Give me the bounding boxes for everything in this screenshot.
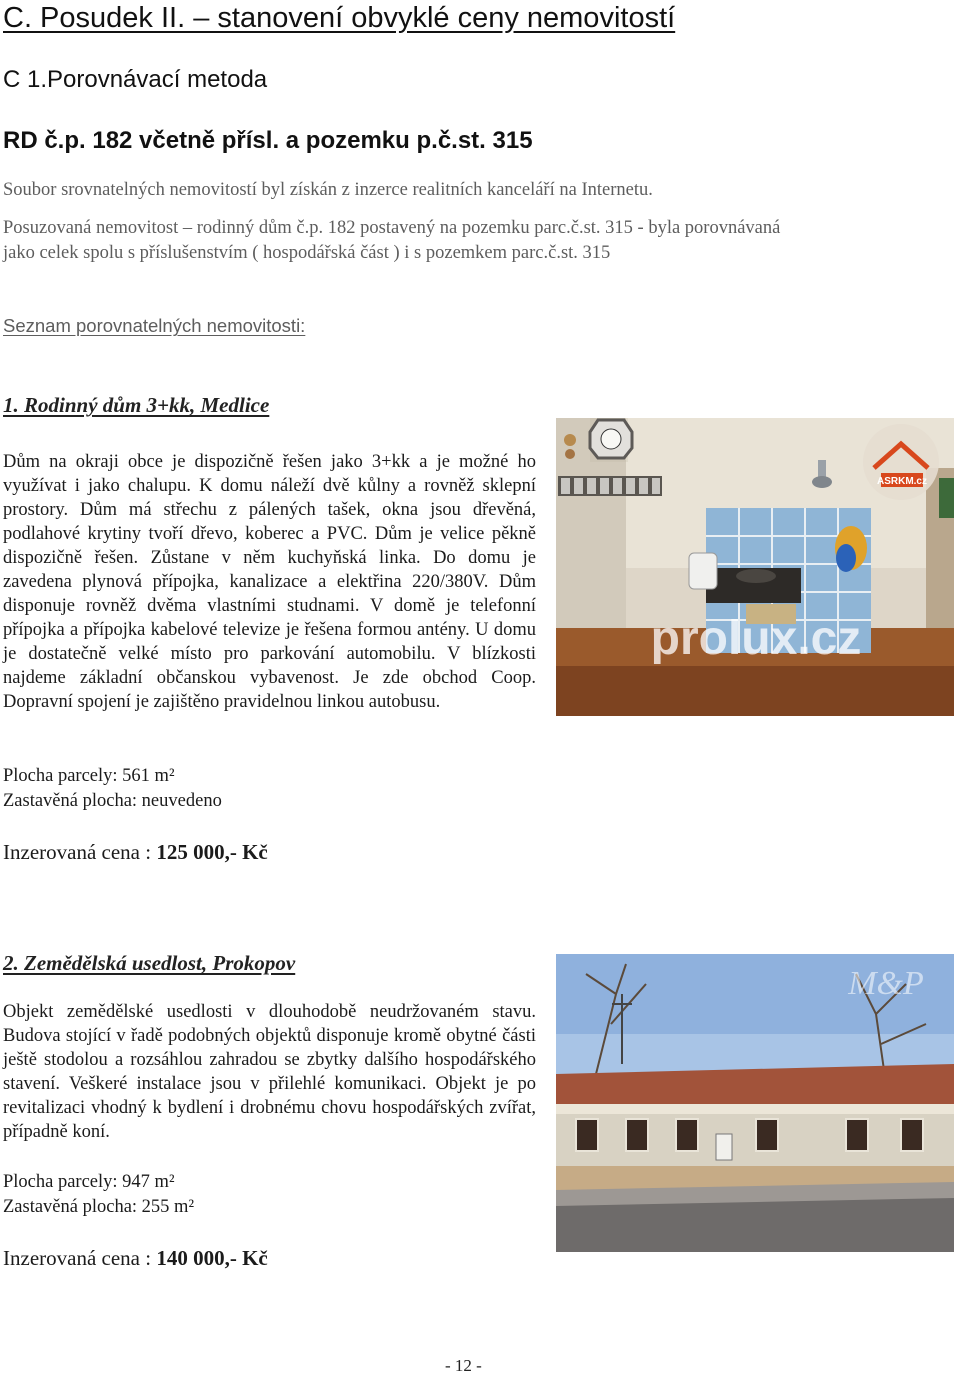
item-1-description: Dům na okraji obce je dispozičně řešen jako 3+kk a je možné ho využívat i jako chalupu. K domu náleží dvě kůlny a rovněž sklepní prostory. Dům má střechu z pálených tašek, okna jsou dřevěná, podlahové krytiny tvoří dřevo, koberec a PVC. Dům je velice pěkně dispozičně řešen. Zůstane v něm kuchyňská linka. Do domu je zavedena plynová přípojka, kanalizace a elektřina 220/380V. Dům disponuje rovněž dvěma vlastními studnami. V domě je telefonní přípojka a přípojka kabelové televize je řešena formou antény. U domu je dostatečně velké místo pro parkování automobilu. V blízkosti najdeme základní občanskou vybavenost. Je zde obchod Coop. Dopravní spojení je zajištěno pravidelnou linkou autobusu. — [3, 452, 536, 712]
method-title: C 1.Porovnávací metoda — [3, 66, 268, 93]
item-1-price — [3, 840, 268, 865]
item-2-built: Zastavěná plocha: 255 m² — [3, 1197, 194, 1217]
item-2-photo — [556, 954, 954, 1252]
subject-title: RD č.p. 182 včetně přísl. a pozemku p.č.st. 315 — [3, 127, 533, 154]
item-1-price-value: 125 000,- Kč — [156, 840, 268, 864]
intro-line-3: jako celek spolu s příslušenstvím ( hospodářská část ) i s pozemkem parc.č.st. 315 — [3, 243, 611, 263]
item-1-title: 1. Rodinný dům 3+kk, Medlice — [3, 393, 270, 417]
intro-line-1: Soubor srovnatelných nemovitostí byl získán z inzerce realitních kanceláří na Internetu. — [3, 180, 653, 200]
page-heading: C. Posudek II. – stanovení obvyklé ceny nemovitostí — [3, 2, 676, 34]
item-1-built: Zastavěná plocha: neuvedeno — [3, 791, 222, 811]
item-2-price — [3, 1246, 268, 1271]
photo-logo-text: ASRKM.cz — [876, 476, 928, 487]
photo-watermark: prolux.cz — [650, 612, 862, 665]
item-2-plot: Plocha parcely: 947 m² — [3, 1172, 175, 1192]
item-2-description: Objekt zemědělské usedlosti v dlouhodobě neudržovaném stavu. Budova stojící v řadě podobných objektů disponuje kromě obytné části ještě stodolou a rozsáhlou zahradou se zbytky dalšího hospodářského stavení. Veškeré instalace jsou v přilehlé komunikaci. Objekt je po revitalizaci vhodný k bydlení i drobnému chovu hospodářských zvířat, případně koní. — [3, 1002, 536, 1142]
item-2-price-label: Inzerovaná cena : — [3, 1246, 157, 1270]
item-1-plot: Plocha parcely: 561 m² — [3, 766, 175, 786]
item-1-photo — [556, 418, 954, 716]
list-title: Seznam porovnatelných nemovitosti: — [3, 315, 306, 336]
item-2-title: 2. Zemědělská usedlost, Prokopov — [3, 951, 296, 975]
intro-line-2: Posuzovaná nemovitost – rodinný dům č.p. 182 postavený na pozemku parc.č.st. 315 - byla porovnávaná — [3, 218, 781, 238]
photo-2-watermark: M&P — [848, 965, 924, 1002]
page-number: - 12 - — [445, 1356, 482, 1375]
item-2-price-value: 140 000,- Kč — [156, 1246, 268, 1270]
item-1-price-label: Inzerovaná cena : — [3, 840, 157, 864]
